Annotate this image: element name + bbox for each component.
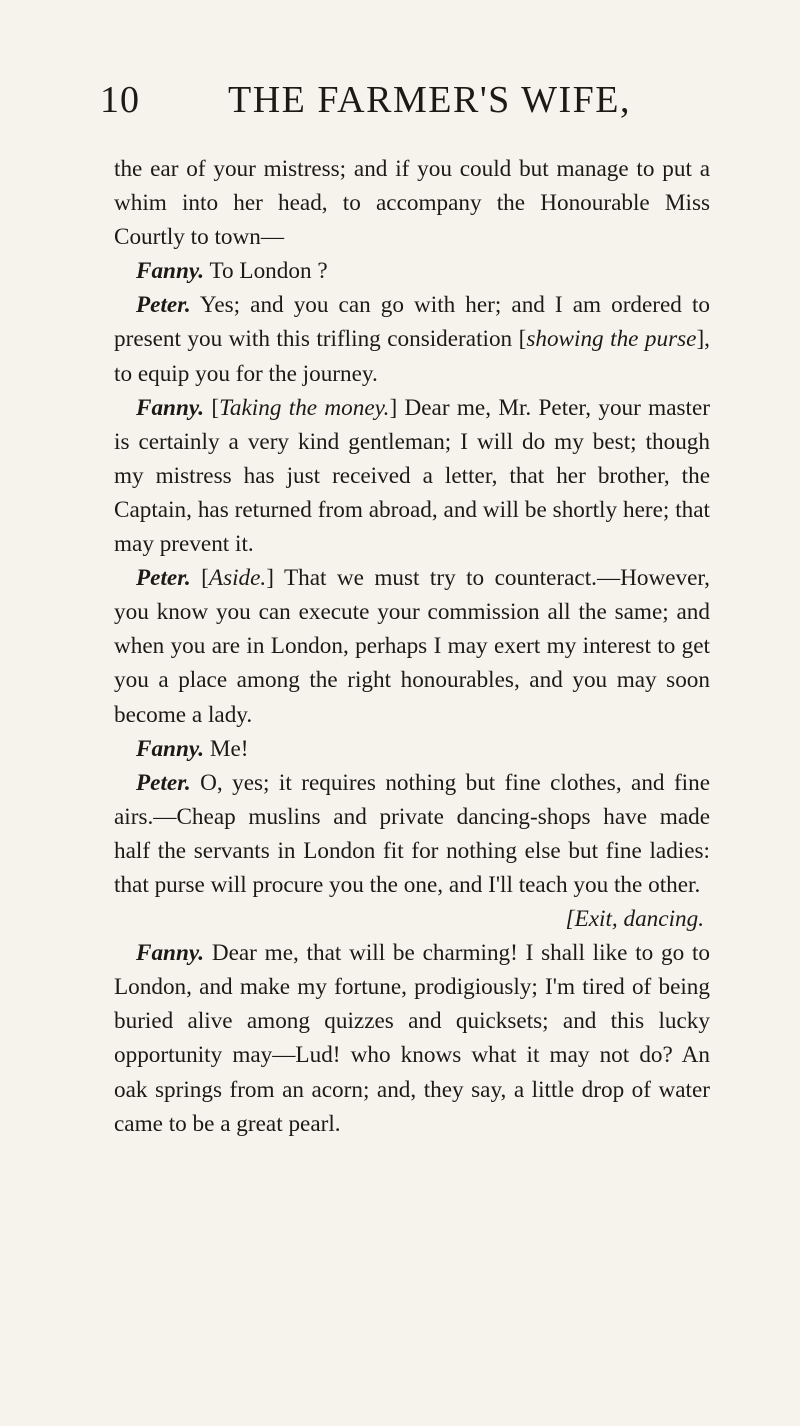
speech-text: [ [204,394,220,421]
speech-fanny-3 [114,732,710,766]
paragraph-text: the ear of your mistress; and if you could but manage to put a whim into her head, to accompany the Honourable Miss Courtly to town— [114,156,710,251]
speaker-name: Fanny. [136,735,205,762]
body-text [114,152,710,1141]
paragraph-continuation [114,152,710,254]
stage-direction: Aside. [208,565,267,592]
speaker-name: Fanny. [136,394,205,421]
speech-fanny-4 [114,936,710,1141]
speech-text: O, yes; it requires nothing but fine clothes, and fine airs.—Cheap muslins and private dancing-shops have made half the servants in London fit for nothing else but fine ladies: that purse will procure you the one, and I'll teach you the other. [114,769,710,898]
speech-fanny-1 [114,254,710,288]
speech-text: To London ? [204,258,328,285]
speaker-name: Peter. [136,292,191,319]
speech-peter-3 [114,766,710,902]
speech-text: [ [190,565,209,592]
speech-peter-2 [114,561,710,731]
speaker-name: Fanny. [136,258,205,285]
speech-text: Yes; and you can go with her; and I am ordered to present you with this trifling consideration [ [114,292,710,353]
speech-text: ], to equip you for the journey. [114,326,710,387]
speaker-name: Fanny. [136,940,205,967]
speech-peter-1 [114,288,710,390]
stage-direction: showing the purse [526,326,697,353]
stage-direction: Exit, dancing. [574,906,704,933]
speech-fanny-2 [114,391,710,561]
speaker-name: Peter. [136,565,191,592]
bracket-open: [ [565,906,575,933]
exit-stage-direction [114,902,710,936]
speech-text: ] That we must try to counteract.—However, you know you can execute your commission all the same; and when you are in London, perhaps I may exert my interest to get you a place among the right honourables, and you may soon become a lady. [114,565,710,728]
running-title: THE FARMER'S WIFE, [228,79,631,121]
stage-direction: Taking the money. [219,394,390,421]
speech-text: Me! [204,735,249,762]
speaker-name: Peter. [136,769,191,796]
page-header [0,78,800,138]
speech-text: Dear me, that will be charming! I shall like to go to London, and make my fortune, prodigiously; I'm tired of being buried alive among quizzes and quicksets; and this lucky opportunity may—Lud! who knows what it may not do? An oak springs from an acorn; and, they say, a little drop of water came to be a great pearl. [114,940,710,1137]
speech-text: ] Dear me, Mr. Peter, your master is certainly a very kind gentleman; I will do my best; though my mistress has just received a letter, that her brother, the Captain, has returned from abroad, and will be shortly here; that may prevent it. [114,394,710,558]
page-number: 10 [100,79,140,121]
